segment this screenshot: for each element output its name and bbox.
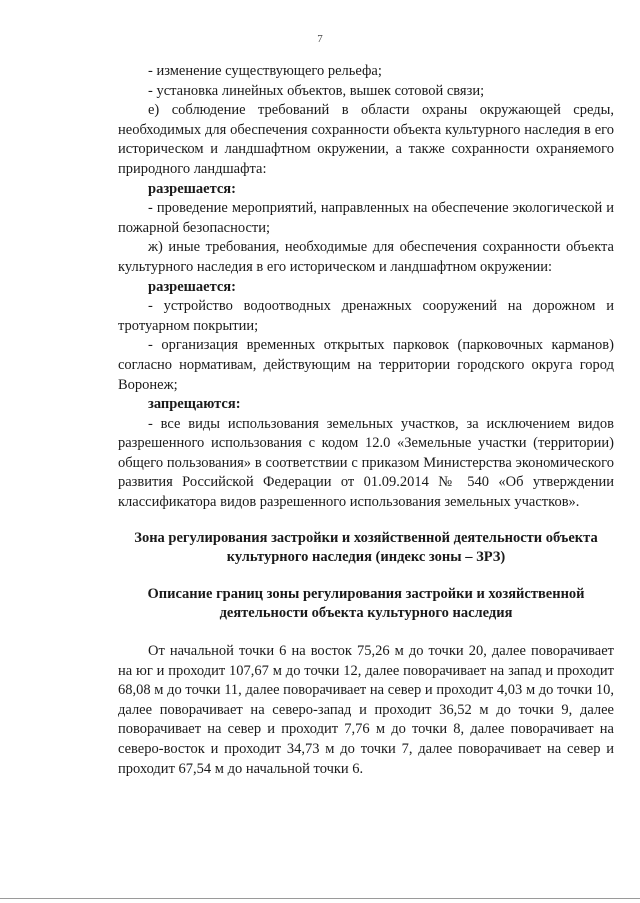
section-heading-description: Описание границ зоны регулирования застройки и хозяйственной деятельности объекта культурного наследия	[147, 585, 585, 622]
list-item: - установка линейных объектов, вышек сотовой связи;	[148, 82, 485, 99]
bottom-scan-line	[0, 898, 640, 899]
boundary-description: От начальной точки 6 на восток 75,26 м до точки 20, далее поворачивает на юг и проходит 107,67 м до точки 12, далее поворачивает на запад и проходит 68,08 м до точки 11, далее поворачивает на север и проходит 4,03 м до точки 10, далее поворачивает на северо-запад и проходит 36,52 м до точки 9, далее поворачивает на север и проходит 7,76 м до точки 8, далее поворачивает на северо-восток и проходит 34,73 м до точки 7, далее поворачивает на север и проходит 67,54 м до начальной точки 6.	[118, 643, 614, 777]
paragraph-e: е) соблюдение требований в области охраны окружающей среды, необходимых для обеспечения сохранности объекта культурного наследия в его историческом и ландшафтном окружении, а также сохранности охраняемого природного ландшафта:	[118, 102, 614, 177]
document-body	[118, 62, 614, 779]
subheading-prohibited: запрещаются:	[148, 396, 241, 413]
list-item: - устройство водоотводных дренажных сооружений на дорожном и тротуарном покрытии;	[118, 298, 614, 334]
page-number: 7	[317, 33, 323, 45]
list-item: - все виды использования земельных участков, за исключением видов разрешенного использования с кодом 12.0 «Земельные участки (территории) общего пользования» в соответствии с приказом Министерства экономического развития Российской Федерации от 01.09.2014 № 540 «Об утверждении классификатора видов разрешенного использования земельных участков».	[118, 415, 614, 511]
list-item: - изменение существующего рельефа;	[148, 63, 382, 79]
subheading-allowed: разрешается:	[148, 278, 236, 295]
subheading-allowed: разрешается:	[148, 180, 236, 197]
paragraph-zh: ж) иные требования, необходимые для обеспечения сохранности объекта культурного наследия в его историческом и ландшафтном окружении:	[118, 239, 614, 275]
section-heading-zone: Зона регулирования застройки и хозяйственной деятельности объекта культурного наследия (индекс зоны – ЗРЗ)	[134, 529, 598, 566]
list-item: - проведение мероприятий, направленных на обеспечение экологической и пожарной безопасности;	[118, 200, 614, 236]
list-item: - организация временных открытых парковок (парковочных карманов) согласно нормативам, действующим на территории городского округа город Воронеж;	[118, 337, 614, 393]
